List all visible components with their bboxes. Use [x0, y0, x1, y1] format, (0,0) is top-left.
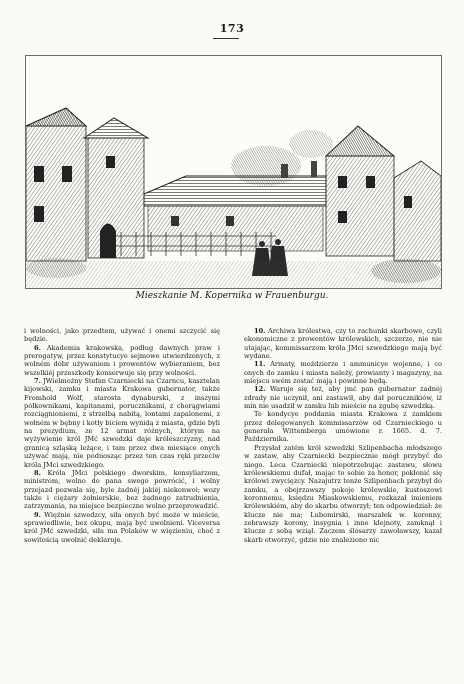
paragraph: 7. JWielmożny Stefan Czarniecki na Czarncu, kasztelan kijowski, zamku i miasta Krakowa gubernator, także Fromhold Wolf, starosta dynaburski, z inszymi półkownikami, kapitanami, porucznikami, z chorągwiami rozciągnioniemi, z strzelbą nabitą, lontami zapalonemi, z wołném w bębny i kotły biciem wynidą z miasta, gdzie byli na prezydium, ze 12 armat różnych, którym na wyżywienie król JMć szwedzki daje króleszczyzny, nad granicą szląską leżące, i tam przez dwa miesiące onych używać mają, nie podnosząc przez ten czas ręki przeciw króla JMci szwedzkiego. [24, 377, 220, 469]
engraving-illustration [25, 55, 442, 289]
paragraph: 12. Waruje się też, aby jmć pan gubernator żadnéj zdrady nie uczynił, ani zastawił, aby dał porucznikiów, iż min nie usadził w zamku lub mieście na zgubę szwedzką. [244, 385, 442, 411]
paragraph: 10. Archiwa królestwa, czy to rachunki skarbowe, czyli ekonomiczne z prowentów królewskich, szczerze, nie nie utajając, kommissarzom króla JMci szwedzkiego mają być wydane. [244, 327, 442, 361]
paragraph: 8. Króla JMci polskiego dworskim, konsyliarzom, ministrom, wolno do pana swego powrócić, i wolny przejazd pozwala się, byle żadnéj jakiéj niekonwoi; wozy także i ciężary żołnierskie, bez żadnego zatrudnienia, zatrzymania, na miejsce bezpieczne wolno przeprowadzić. [24, 468, 220, 511]
paragraph: Te kondycye poddania miasta Krakowa z zamkiem przez delegowanych kommissarzów od Czarnieckiego u generała Wittemberga umówione r. 1665. d. 7. Października. [244, 410, 442, 444]
paragraph: 9. Więźnie szwedzcy, siła onych być może w mieście, sprawiedliwie, bez okupu, mają być uwolnieni. Viceversa król JMć szwedzki, siła ma Polaków w więzieniu, choć z sowitością uwolnić deklaruje. [24, 510, 220, 544]
left-column [24, 327, 220, 544]
paragraph: 11. Armaty, moździerze i ammunicye wojenne, i co onych do zamku i miasta należy, prowianty i magazyny, na miejscu swém zostać mają i powinne będą. [244, 360, 442, 386]
paragraph: 6. Akademia krakowska, podług dawnych praw i prerogatyw, przez konstytucye sejmowe utwierdzonych, z wolném dóbr używaniem i prowentów wybieraniem, bez wszelkiéj przeszkody konserwuje się przy wolności. [24, 343, 220, 377]
right-column [244, 327, 442, 544]
illustration-caption: Mieszkanie M. Kopernika w Frauenburgu. [135, 291, 329, 301]
page-number: 173 [219, 22, 245, 35]
paragraph: Przysłał zatém król szwedzki Szlipenbacha młodszego w zastaw, aby Czarniecki bezpiecznie mógł przybyć do niego. Leca Czarniecki niepotrzebując zastawu, słowu królewskiemu dufał, mając to sobie za honor, pokłonić się królowi zwycięzcy. Nazajutrz tenże Szlipenbach przybył do zamku, a obejrzawszy pokoje królewskie, kustoszowi koronnemu, księdzu Miaskowskiemu, rozkazał imieniem królewskiém, aby do skarbu otworzył; ten odpowiedział: że klucze nie ma; Lubomirski, marszałek w. koronny, zebrawszy korony, insygnia i inne klejnoty, zamknął i klucze z sobą wziął. Zaczem ślósarzy zawoławszy, kazał skarb otworzyć, gdzie nie znaleziono nic [244, 443, 442, 544]
paragraph: i wolności, jako przedtem, używać i onemi szczycić się będzie. [24, 327, 220, 344]
header-rule [213, 38, 239, 39]
